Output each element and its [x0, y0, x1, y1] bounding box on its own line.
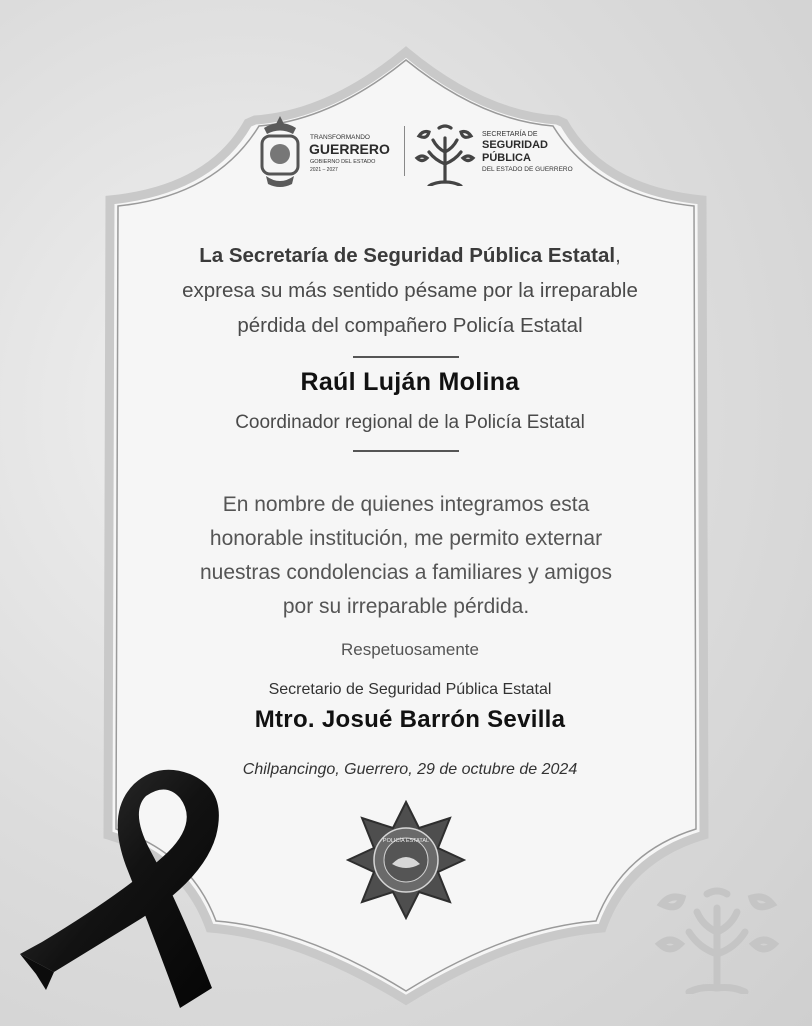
message-line-2: honorable institución, me permito externar: [209, 527, 603, 550]
mourning-ribbon-icon: [18, 762, 248, 1012]
ssp-logo-line1: SECRETARÍA DE: [482, 131, 538, 138]
divider-bottom: [353, 450, 459, 452]
gov-logo-tagline: TRANSFORMANDO: [310, 134, 370, 141]
divider-top: [353, 356, 459, 358]
police-badge-icon: [346, 800, 466, 920]
signer-name: Mtro. Josué Barrón Sevilla: [254, 706, 566, 733]
condolence-message: [150, 488, 662, 624]
header-logos: [250, 112, 590, 192]
gov-logo-subtitle: GOBIERNO DEL ESTADO: [310, 159, 376, 165]
intro-line-3: pérdida del compañero Policía Estatal: [237, 314, 583, 337]
deceased-role: Coordinador regional de la Policía Estatal: [235, 412, 585, 433]
institution-name: La Secretaría de Seguridad Pública Estatal: [199, 244, 616, 267]
intro-line-1: La Secretaría de Seguridad Pública Estatal,: [199, 244, 621, 267]
ssp-logo-line4: DEL ESTADO DE GUERRERO: [482, 166, 573, 173]
ssp-logo-line2: SEGURIDAD: [482, 139, 549, 151]
place-date: Chilpancingo, Guerrero, 29 de octubre de 2024: [242, 761, 578, 778]
gov-logo-name: GUERRERO: [309, 141, 390, 157]
closing-regards: Respetuosamente: [341, 640, 479, 659]
gov-logo-period: 2021 – 2027: [310, 167, 338, 173]
badge-text: POLICÍA ESTATAL: [382, 838, 430, 844]
logo-divider: [404, 126, 405, 176]
guerrero-crest-icon: [254, 114, 306, 190]
intro-paragraph: [110, 238, 710, 343]
deceased-name: Raúl Luján Molina: [300, 368, 520, 396]
message-line-3: nuestras condolencias a familiares y amigos: [199, 561, 613, 584]
signer-post: Secretario de Seguridad Pública Estatal: [268, 681, 552, 698]
ssp-logo-line3: PÚBLICA: [482, 152, 531, 164]
ssp-tree-icon: [413, 122, 477, 186]
message-line-1: En nombre de quienes integramos esta: [222, 493, 590, 516]
intro-line-2: expresa su más sentido pésame por la irreparable: [182, 279, 638, 302]
message-line-4: por su irreparable pérdida.: [282, 595, 530, 618]
ssp-watermark-icon: [652, 884, 782, 994]
